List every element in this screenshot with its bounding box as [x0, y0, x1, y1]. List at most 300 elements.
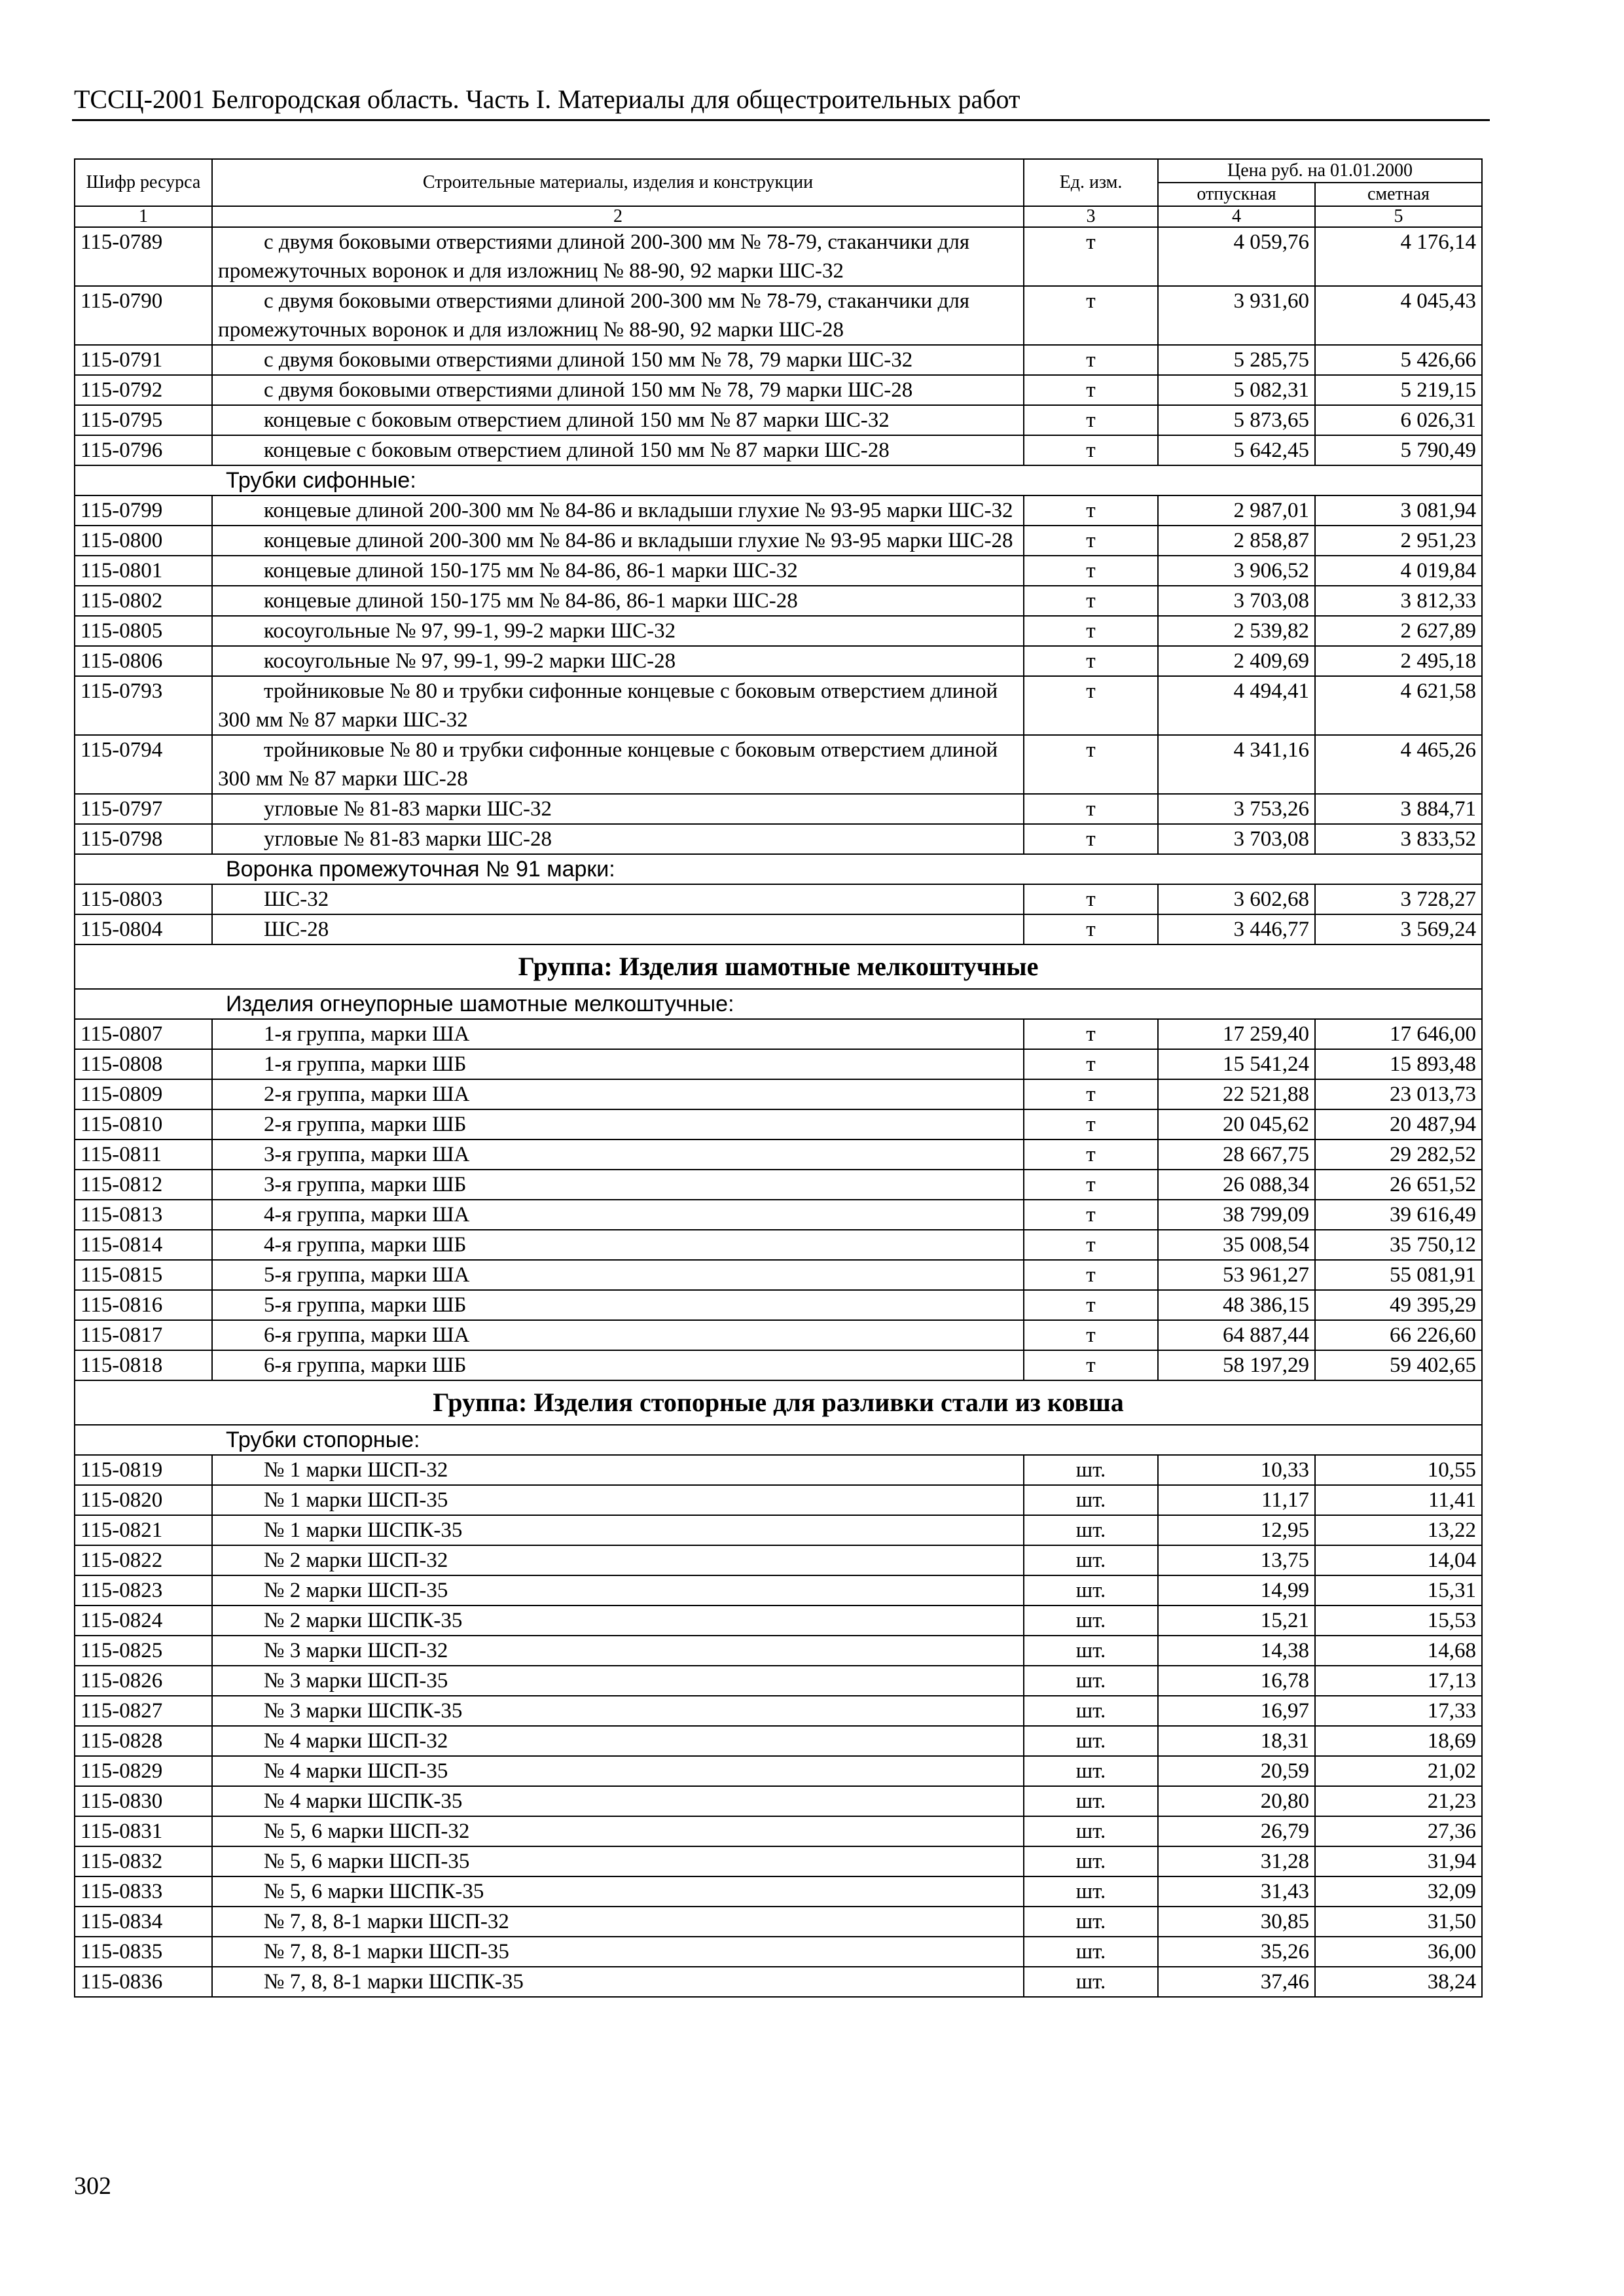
unit-of-measure: т [1024, 345, 1158, 375]
material-description: № 3 марки ШСПК-35 [212, 1696, 1024, 1726]
table-row [75, 824, 1482, 854]
material-description: ШС-28 [212, 914, 1024, 944]
estimate-price: 4 045,43 [1315, 286, 1482, 345]
unit-of-measure: т [1024, 435, 1158, 465]
resource-code: 115-0810 [75, 1109, 212, 1139]
material-description: с двумя боковыми отверстиями длиной 150 мм № 78, 79 марки ШС-28 [212, 375, 1024, 405]
table-row [75, 646, 1482, 676]
resource-code: 115-0819 [75, 1455, 212, 1485]
estimate-price: 15 893,48 [1315, 1049, 1482, 1079]
resource-code: 115-0830 [75, 1786, 212, 1816]
material-description: 2-я группа, марки ШБ [212, 1109, 1024, 1139]
table-row [75, 884, 1482, 914]
estimate-price: 66 226,60 [1315, 1320, 1482, 1350]
resource-code: 115-0836 [75, 1967, 212, 1997]
unit-of-measure: т [1024, 286, 1158, 345]
release-price: 4 494,41 [1158, 676, 1315, 735]
resource-code: 115-0805 [75, 616, 212, 646]
material-description: № 4 марки ШСПК-35 [212, 1786, 1024, 1816]
estimate-price: 36,00 [1315, 1937, 1482, 1967]
resource-code: 115-0799 [75, 495, 212, 526]
table-row [75, 676, 1482, 735]
resource-code: 115-0812 [75, 1170, 212, 1200]
col-header-code: Шифр ресурса [75, 159, 212, 206]
material-description: 1-я группа, марки ША [212, 1019, 1024, 1049]
release-price: 5 642,45 [1158, 435, 1315, 465]
estimate-price: 21,02 [1315, 1756, 1482, 1786]
estimate-price: 17 646,00 [1315, 1019, 1482, 1049]
estimate-price: 10,55 [1315, 1455, 1482, 1485]
table-row [75, 1200, 1482, 1230]
material-description: № 5, 6 марки ШСП-32 [212, 1816, 1024, 1846]
table-row [75, 1756, 1482, 1786]
release-price: 35 008,54 [1158, 1230, 1315, 1260]
table-row [75, 616, 1482, 646]
resource-code: 115-0816 [75, 1290, 212, 1320]
material-description: № 4 марки ШСП-32 [212, 1726, 1024, 1756]
material-description: косоугольные № 97, 99-1, 99-2 марки ШС-32 [212, 616, 1024, 646]
table-row [75, 1485, 1482, 1515]
table-row [75, 1786, 1482, 1816]
material-description: № 4 марки ШСП-35 [212, 1756, 1024, 1786]
table-row [75, 435, 1482, 465]
release-price: 20,80 [1158, 1786, 1315, 1816]
unit-of-measure: т [1024, 1290, 1158, 1320]
material-description: 5-я группа, марки ШБ [212, 1290, 1024, 1320]
release-price: 17 259,40 [1158, 1019, 1315, 1049]
estimate-price: 18,69 [1315, 1726, 1482, 1756]
material-description: № 3 марки ШСП-32 [212, 1636, 1024, 1666]
resource-code: 115-0823 [75, 1575, 212, 1605]
release-price: 4 059,76 [1158, 227, 1315, 286]
unit-of-measure: т [1024, 556, 1158, 586]
table-row [75, 1575, 1482, 1605]
unit-of-measure: т [1024, 794, 1158, 824]
col-header-release-price: отпускная [1158, 183, 1315, 206]
material-description: 6-я группа, марки ШБ [212, 1350, 1024, 1380]
unit-of-measure: шт. [1024, 1876, 1158, 1907]
table-row [75, 1260, 1482, 1290]
unit-of-measure: шт. [1024, 1666, 1158, 1696]
release-price: 15 541,24 [1158, 1049, 1315, 1079]
material-description: угловые № 81-83 марки ШС-28 [212, 824, 1024, 854]
release-price: 20,59 [1158, 1756, 1315, 1786]
resource-code: 115-0800 [75, 526, 212, 556]
release-price: 3 446,77 [1158, 914, 1315, 944]
estimate-price: 4 465,26 [1315, 735, 1482, 794]
estimate-price: 38,24 [1315, 1967, 1482, 1997]
subsection-heading: Трубки стопорные: [75, 1425, 1482, 1455]
table-body [75, 227, 1482, 1997]
table-row [75, 1816, 1482, 1846]
unit-of-measure: шт. [1024, 1515, 1158, 1545]
unit-of-measure: шт. [1024, 1605, 1158, 1636]
material-description: № 2 марки ШСП-35 [212, 1575, 1024, 1605]
table-row [75, 495, 1482, 526]
table-row [75, 1846, 1482, 1876]
unit-of-measure: т [1024, 586, 1158, 616]
resource-code: 115-0790 [75, 286, 212, 345]
material-description: № 5, 6 марки ШСПК-35 [212, 1876, 1024, 1907]
release-price: 3 703,08 [1158, 586, 1315, 616]
unit-of-measure: т [1024, 1170, 1158, 1200]
estimate-price: 3 812,33 [1315, 586, 1482, 616]
table-row [75, 914, 1482, 944]
release-price: 4 341,16 [1158, 735, 1315, 794]
material-description: концевые длиной 200-300 мм № 84-86 и вкладыши глухие № 93-95 марки ШС-28 [212, 526, 1024, 556]
release-price: 10,33 [1158, 1455, 1315, 1485]
material-description: № 3 марки ШСП-35 [212, 1666, 1024, 1696]
release-price: 2 409,69 [1158, 646, 1315, 676]
estimate-price: 21,23 [1315, 1786, 1482, 1816]
release-price: 18,31 [1158, 1726, 1315, 1756]
estimate-price: 15,53 [1315, 1605, 1482, 1636]
resource-code: 115-0789 [75, 227, 212, 286]
release-price: 31,28 [1158, 1846, 1315, 1876]
page-number: 302 [74, 2172, 111, 2200]
estimate-price: 17,33 [1315, 1696, 1482, 1726]
resource-code: 115-0802 [75, 586, 212, 616]
resource-code: 115-0814 [75, 1230, 212, 1260]
resource-code: 115-0831 [75, 1816, 212, 1846]
table-row [75, 1170, 1482, 1200]
table-row [75, 375, 1482, 405]
table-row [75, 1666, 1482, 1696]
estimate-price: 5 426,66 [1315, 345, 1482, 375]
table-row [75, 1049, 1482, 1079]
estimate-price: 55 081,91 [1315, 1260, 1482, 1290]
estimate-price: 31,94 [1315, 1846, 1482, 1876]
column-number: 4 [1158, 206, 1315, 227]
unit-of-measure: шт. [1024, 1846, 1158, 1876]
resource-code: 115-0826 [75, 1666, 212, 1696]
release-price: 3 602,68 [1158, 884, 1315, 914]
estimate-price: 3 884,71 [1315, 794, 1482, 824]
table-row [75, 1079, 1482, 1109]
resource-code: 115-0809 [75, 1079, 212, 1109]
table-row [75, 1109, 1482, 1139]
release-price: 2 858,87 [1158, 526, 1315, 556]
material-description: 5-я группа, марки ША [212, 1260, 1024, 1290]
material-description: № 7, 8, 8-1 марки ШСП-32 [212, 1907, 1024, 1937]
material-description: № 5, 6 марки ШСП-35 [212, 1846, 1024, 1876]
unit-of-measure: т [1024, 526, 1158, 556]
resource-code: 115-0829 [75, 1756, 212, 1786]
unit-of-measure: шт. [1024, 1485, 1158, 1515]
unit-of-measure: т [1024, 1320, 1158, 1350]
resource-code: 115-0828 [75, 1726, 212, 1756]
unit-of-measure: т [1024, 1260, 1158, 1290]
estimate-price: 4 621,58 [1315, 676, 1482, 735]
estimate-price: 31,50 [1315, 1907, 1482, 1937]
table-row [75, 286, 1482, 345]
release-price: 53 961,27 [1158, 1260, 1315, 1290]
resource-code: 115-0824 [75, 1605, 212, 1636]
release-price: 48 386,15 [1158, 1290, 1315, 1320]
unit-of-measure: шт. [1024, 1545, 1158, 1575]
table-row [75, 1455, 1482, 1485]
estimate-price: 32,09 [1315, 1876, 1482, 1907]
table-row [75, 1696, 1482, 1726]
release-price: 26,79 [1158, 1816, 1315, 1846]
material-description: № 1 марки ШСП-32 [212, 1455, 1024, 1485]
unit-of-measure: т [1024, 646, 1158, 676]
material-description: 2-я группа, марки ША [212, 1079, 1024, 1109]
resource-code: 115-0808 [75, 1049, 212, 1079]
release-price: 3 906,52 [1158, 556, 1315, 586]
table-row [75, 1139, 1482, 1170]
resource-code: 115-0820 [75, 1485, 212, 1515]
unit-of-measure: т [1024, 375, 1158, 405]
resource-code: 115-0817 [75, 1320, 212, 1350]
estimate-price: 3 728,27 [1315, 884, 1482, 914]
resource-code: 115-0825 [75, 1636, 212, 1666]
material-description: 3-я группа, марки ША [212, 1139, 1024, 1170]
unit-of-measure: т [1024, 676, 1158, 735]
release-price: 11,17 [1158, 1485, 1315, 1515]
release-price: 20 045,62 [1158, 1109, 1315, 1139]
column-number: 5 [1315, 206, 1482, 227]
estimate-price: 14,68 [1315, 1636, 1482, 1666]
group-heading-row [75, 944, 1482, 989]
estimate-price: 27,36 [1315, 1816, 1482, 1846]
material-description: № 2 марки ШСП-32 [212, 1545, 1024, 1575]
release-price: 30,85 [1158, 1907, 1315, 1937]
table-row [75, 586, 1482, 616]
material-description: № 1 марки ШСП-35 [212, 1485, 1024, 1515]
unit-of-measure: т [1024, 1109, 1158, 1139]
unit-of-measure: шт. [1024, 1756, 1158, 1786]
release-price: 3 931,60 [1158, 286, 1315, 345]
estimate-price: 3 569,24 [1315, 914, 1482, 944]
table-row [75, 1636, 1482, 1666]
release-price: 38 799,09 [1158, 1200, 1315, 1230]
unit-of-measure: шт. [1024, 1907, 1158, 1937]
column-number: 3 [1024, 206, 1158, 227]
unit-of-measure: шт. [1024, 1816, 1158, 1846]
estimate-price: 39 616,49 [1315, 1200, 1482, 1230]
release-price: 5 873,65 [1158, 405, 1315, 435]
subsection-heading: Изделия огнеупорные шамотные мелкоштучные: [75, 989, 1482, 1019]
resource-code: 115-0822 [75, 1545, 212, 1575]
subsection-heading: Воронка промежуточная № 91 марки: [75, 854, 1482, 884]
estimate-price: 5 219,15 [1315, 375, 1482, 405]
table-row [75, 735, 1482, 794]
release-price: 12,95 [1158, 1515, 1315, 1545]
estimate-price: 5 790,49 [1315, 435, 1482, 465]
resource-code: 115-0794 [75, 735, 212, 794]
unit-of-measure: т [1024, 914, 1158, 944]
unit-of-measure: т [1024, 735, 1158, 794]
table-row [75, 1019, 1482, 1049]
resource-code: 115-0807 [75, 1019, 212, 1049]
unit-of-measure: шт. [1024, 1575, 1158, 1605]
table-row [75, 1876, 1482, 1907]
unit-of-measure: т [1024, 1019, 1158, 1049]
table-row [75, 1320, 1482, 1350]
unit-of-measure: шт. [1024, 1937, 1158, 1967]
material-description: ШС-32 [212, 884, 1024, 914]
unit-of-measure: шт. [1024, 1967, 1158, 1997]
header-divider [72, 119, 1490, 121]
release-price: 26 088,34 [1158, 1170, 1315, 1200]
release-price: 13,75 [1158, 1545, 1315, 1575]
unit-of-measure: т [1024, 1139, 1158, 1170]
estimate-price: 4 176,14 [1315, 227, 1482, 286]
estimate-price: 17,13 [1315, 1666, 1482, 1696]
resource-code: 115-0803 [75, 884, 212, 914]
unit-of-measure: шт. [1024, 1636, 1158, 1666]
material-description: 4-я группа, марки ШБ [212, 1230, 1024, 1260]
group-heading: Группа: Изделия стопорные для разливки стали из ковша [75, 1380, 1482, 1425]
release-price: 14,38 [1158, 1636, 1315, 1666]
estimate-price: 2 495,18 [1315, 646, 1482, 676]
release-price: 58 197,29 [1158, 1350, 1315, 1380]
resource-code: 115-0801 [75, 556, 212, 586]
material-description: № 2 марки ШСПК-35 [212, 1605, 1024, 1636]
material-description: угловые № 81-83 марки ШС-32 [212, 794, 1024, 824]
subsection-heading-row [75, 1425, 1482, 1455]
table-row [75, 1907, 1482, 1937]
estimate-price: 4 019,84 [1315, 556, 1482, 586]
group-heading-row [75, 1380, 1482, 1425]
col-header-price: Цена руб. на 01.01.2000 [1158, 159, 1482, 183]
estimate-price: 2 627,89 [1315, 616, 1482, 646]
material-description: 3-я группа, марки ШБ [212, 1170, 1024, 1200]
column-number: 1 [75, 206, 212, 227]
column-number: 2 [212, 206, 1024, 227]
table-header [75, 159, 1482, 227]
material-description: 1-я группа, марки ШБ [212, 1049, 1024, 1079]
estimate-price: 26 651,52 [1315, 1170, 1482, 1200]
release-price: 37,46 [1158, 1967, 1315, 1997]
unit-of-measure: т [1024, 1350, 1158, 1380]
estimate-price: 29 282,52 [1315, 1139, 1482, 1170]
material-description: № 1 марки ШСПК-35 [212, 1515, 1024, 1545]
unit-of-measure: шт. [1024, 1786, 1158, 1816]
resource-code: 115-0797 [75, 794, 212, 824]
unit-of-measure: шт. [1024, 1455, 1158, 1485]
material-description: № 7, 8, 8-1 марки ШСПК-35 [212, 1967, 1024, 1997]
estimate-price: 14,04 [1315, 1545, 1482, 1575]
estimate-price: 35 750,12 [1315, 1230, 1482, 1260]
material-description: тройниковые № 80 и трубки сифонные концевые с боковым отверстием длиной 300 мм № 87 марки ШС-32 [212, 676, 1024, 735]
estimate-price: 11,41 [1315, 1485, 1482, 1515]
table-row [75, 227, 1482, 286]
table-row [75, 526, 1482, 556]
resource-code: 115-0811 [75, 1139, 212, 1170]
subsection-heading-row [75, 989, 1482, 1019]
table-row [75, 1937, 1482, 1967]
estimate-price: 3 833,52 [1315, 824, 1482, 854]
resource-code: 115-0813 [75, 1200, 212, 1230]
resource-code: 115-0806 [75, 646, 212, 676]
material-description: концевые длиной 150-175 мм № 84-86, 86-1 марки ШС-28 [212, 586, 1024, 616]
material-description: концевые длиной 150-175 мм № 84-86, 86-1 марки ШС-32 [212, 556, 1024, 586]
resource-code: 115-0804 [75, 914, 212, 944]
unit-of-measure: т [1024, 884, 1158, 914]
material-description: концевые с боковым отверстием длиной 150 мм № 87 марки ШС-28 [212, 435, 1024, 465]
page-header-title: ТССЦ-2001 Белгородская область. Часть I. Материалы для общестроительных работ [74, 84, 1020, 114]
release-price: 31,43 [1158, 1876, 1315, 1907]
material-description: концевые длиной 200-300 мм № 84-86 и вкладыши глухие № 93-95 марки ШС-32 [212, 495, 1024, 526]
release-price: 5 082,31 [1158, 375, 1315, 405]
release-price: 22 521,88 [1158, 1079, 1315, 1109]
resource-code: 115-0835 [75, 1937, 212, 1967]
resource-code: 115-0791 [75, 345, 212, 375]
unit-of-measure: т [1024, 405, 1158, 435]
material-description: с двумя боковыми отверстиями длиной 200-300 мм № 78-79, стаканчики для промежуточных воронок и для изложниц № 88-90, 92 марки ШС-32 [212, 227, 1024, 286]
resource-code: 115-0795 [75, 405, 212, 435]
unit-of-measure: т [1024, 1230, 1158, 1260]
table-row [75, 794, 1482, 824]
material-description: № 7, 8, 8-1 марки ШСП-35 [212, 1937, 1024, 1967]
table-row [75, 1515, 1482, 1545]
unit-of-measure: т [1024, 1200, 1158, 1230]
column-number-row [75, 206, 1482, 227]
col-header-name: Строительные материалы, изделия и конструкции [212, 159, 1024, 206]
resource-code: 115-0798 [75, 824, 212, 854]
material-description: концевые с боковым отверстием длиной 150 мм № 87 марки ШС-32 [212, 405, 1024, 435]
release-price: 3 753,26 [1158, 794, 1315, 824]
material-description: 4-я группа, марки ША [212, 1200, 1024, 1230]
estimate-price: 3 081,94 [1315, 495, 1482, 526]
release-price: 16,78 [1158, 1666, 1315, 1696]
group-heading: Группа: Изделия шамотные мелкоштучные [75, 944, 1482, 989]
resource-code: 115-0792 [75, 375, 212, 405]
material-description: 6-я группа, марки ША [212, 1320, 1024, 1350]
table-row [75, 1230, 1482, 1260]
unit-of-measure: т [1024, 824, 1158, 854]
release-price: 3 703,08 [1158, 824, 1315, 854]
subsection-heading-row [75, 465, 1482, 495]
release-price: 16,97 [1158, 1696, 1315, 1726]
material-description: с двумя боковыми отверстиями длиной 200-300 мм № 78-79, стаканчики для промежуточных воронок и для изложниц № 88-90, 92 марки ШС-28 [212, 286, 1024, 345]
estimate-price: 23 013,73 [1315, 1079, 1482, 1109]
unit-of-measure: т [1024, 616, 1158, 646]
table-row [75, 1726, 1482, 1756]
unit-of-measure: шт. [1024, 1696, 1158, 1726]
estimate-price: 13,22 [1315, 1515, 1482, 1545]
estimate-price: 20 487,94 [1315, 1109, 1482, 1139]
unit-of-measure: т [1024, 227, 1158, 286]
table-row [75, 556, 1482, 586]
release-price: 64 887,44 [1158, 1320, 1315, 1350]
release-price: 2 987,01 [1158, 495, 1315, 526]
col-header-unit: Ед. изм. [1024, 159, 1158, 206]
resource-code: 115-0818 [75, 1350, 212, 1380]
release-price: 5 285,75 [1158, 345, 1315, 375]
release-price: 28 667,75 [1158, 1139, 1315, 1170]
table-row [75, 1605, 1482, 1636]
resource-code: 115-0821 [75, 1515, 212, 1545]
table-row [75, 1350, 1482, 1380]
resource-code: 115-0833 [75, 1876, 212, 1907]
release-price: 14,99 [1158, 1575, 1315, 1605]
estimate-price: 59 402,65 [1315, 1350, 1482, 1380]
resource-code: 115-0827 [75, 1696, 212, 1726]
table-row [75, 405, 1482, 435]
material-description: косоугольные № 97, 99-1, 99-2 марки ШС-28 [212, 646, 1024, 676]
unit-of-measure: т [1024, 1049, 1158, 1079]
table-row [75, 1967, 1482, 1997]
material-description: с двумя боковыми отверстиями длиной 150 мм № 78, 79 марки ШС-32 [212, 345, 1024, 375]
estimate-price: 15,31 [1315, 1575, 1482, 1605]
resource-code: 115-0815 [75, 1260, 212, 1290]
estimate-price: 49 395,29 [1315, 1290, 1482, 1320]
col-header-estimate-price: сметная [1315, 183, 1482, 206]
subsection-heading: Трубки сифонные: [75, 465, 1482, 495]
